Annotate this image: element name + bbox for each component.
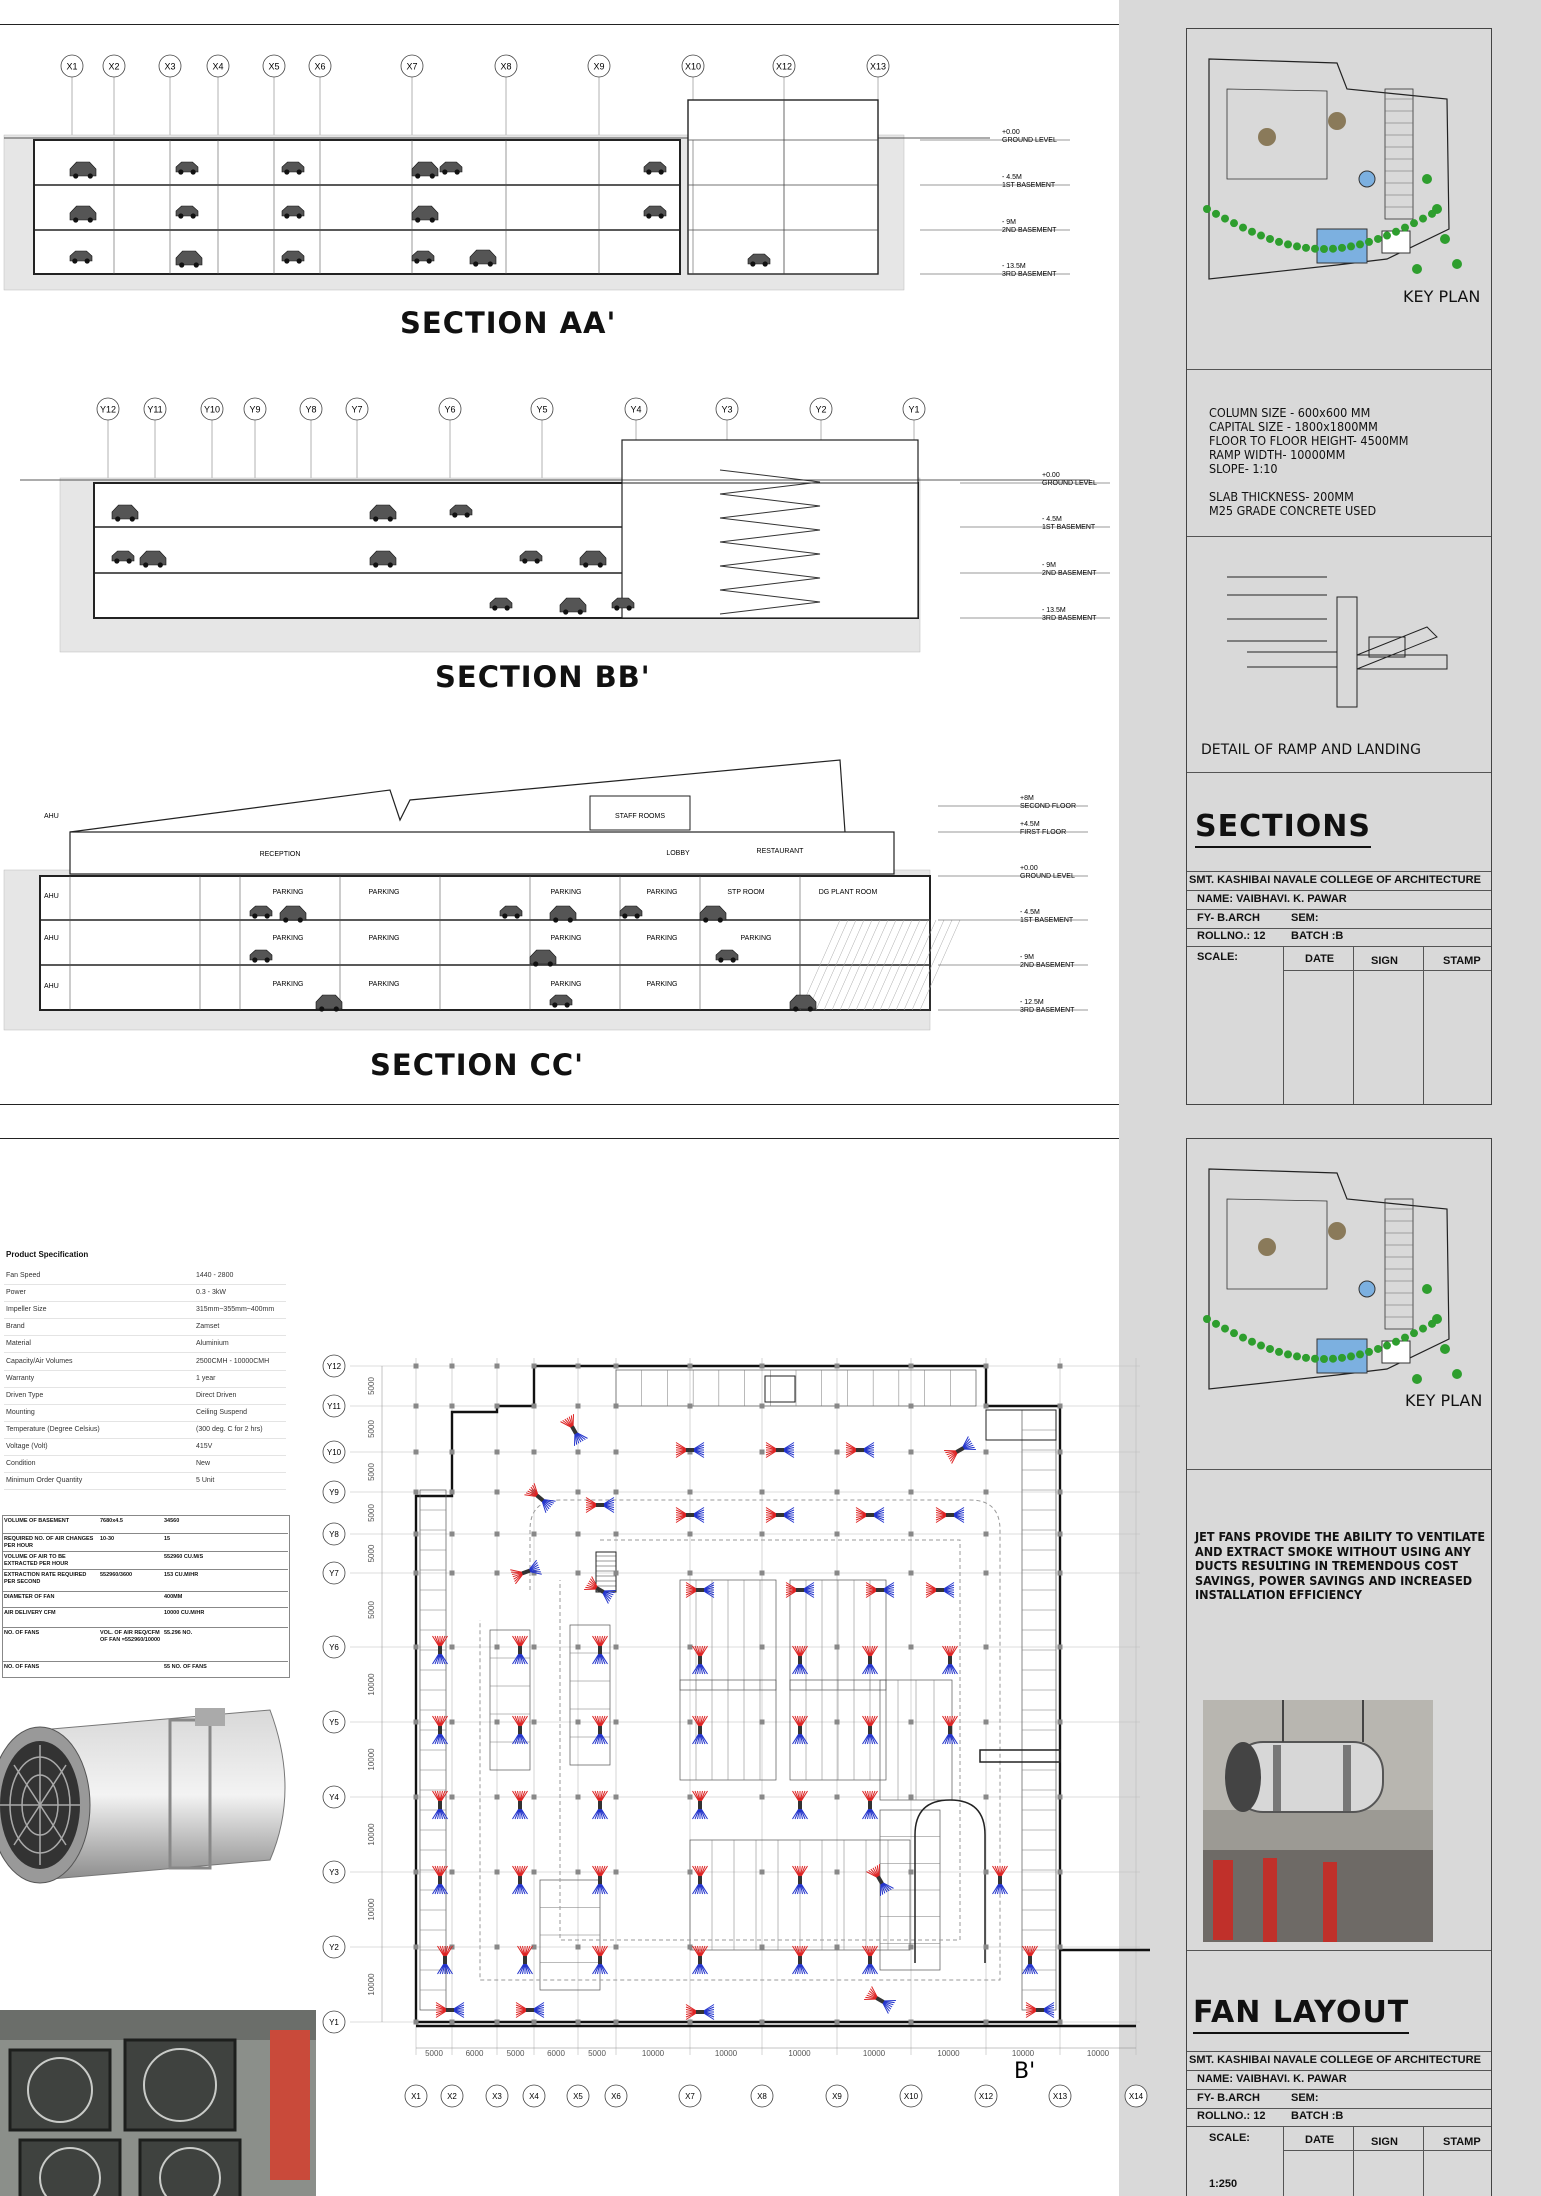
level-label: GROUND LEVEL	[1020, 873, 1075, 880]
grid-label-x: X10	[903, 2092, 919, 2101]
dim-y: 10000	[367, 1748, 376, 1771]
spec-key: Minimum Order Quantity	[6, 1477, 83, 1485]
key-plan-cell	[1187, 1139, 1491, 1470]
date-label: DATE	[1305, 953, 1335, 965]
spec-key: Material	[6, 1340, 31, 1348]
grid-label-y: Y10	[326, 1448, 342, 1457]
dim-x: 10000	[862, 2049, 886, 2058]
section-aa	[4, 55, 1070, 290]
jet-fan-symbol	[793, 1791, 808, 1819]
level-label: 2ND BASEMENT	[1002, 227, 1057, 234]
jet-fan-symbol	[944, 1437, 976, 1464]
section-bb	[20, 398, 1110, 652]
level-label: 1ST BASEMENT	[1042, 524, 1096, 531]
spec-value: 5 Unit	[196, 1477, 215, 1485]
jet-fan-note: JET FANS PROVIDE THE ABILITY TO VENTILATE AND EXTRACT SMOKE WITHOUT USING ANY DUCTS RESULTING IN TREMENDOUS COST SAVINGS, POWER SAVINGS AND INCREASED INSTALLATION EFFICIENCY	[1195, 1529, 1486, 1602]
dim-x: 6000	[465, 2049, 484, 2058]
level-label: 3RD BASEMENT	[1042, 615, 1097, 622]
dim-y: 5000	[367, 1544, 376, 1563]
section-marker: B'	[1014, 2059, 1036, 2084]
jet-fan-symbol	[593, 1636, 608, 1664]
sections-drawing	[0, 0, 1119, 1120]
calc-cell: VOL. OF AIR REQ/CFM OF FAN =552960/10000	[100, 1630, 161, 1643]
sign-label: SIGN	[1371, 955, 1398, 967]
key-plan-drawing	[1187, 29, 1491, 369]
calc-cell: NO. OF FANS	[4, 1630, 40, 1636]
spec-key: Condition	[6, 1460, 36, 1468]
sheet-title: FAN LAYOUT	[1193, 1995, 1409, 2034]
fan-layout-plan	[0, 1120, 1160, 2196]
grid-label-y: Y7	[329, 1569, 339, 1578]
jet-fan-symbol	[856, 1508, 884, 1523]
jet-fan-symbol	[513, 1716, 528, 1744]
jet-fan-symbol	[516, 2003, 544, 2018]
jet-fan-symbol	[1026, 2003, 1054, 2018]
jet-fan-symbol	[693, 1791, 708, 1819]
grid-label: X4	[212, 61, 224, 72]
spec-key: Brand	[6, 1323, 25, 1331]
jet-fan-symbol	[436, 2003, 464, 2018]
student-name: NAME: VAIBHAVI. K. PAWAR	[1197, 893, 1347, 905]
grid-label: X3	[164, 61, 176, 72]
grid-label: Y12	[99, 404, 117, 415]
class-label: FY- B.ARCH	[1197, 2092, 1260, 2104]
section-cc-title: SECTION CC'	[370, 1048, 585, 1082]
grid-label-y: Y1	[329, 2018, 339, 2027]
grid-label-x: X2	[447, 2092, 457, 2101]
dim-x: 10000	[641, 2049, 665, 2058]
sheet-fan-layout	[0, 1120, 1541, 2196]
spec-key: Warranty	[6, 1374, 35, 1382]
spec-key: Capacity/Air Volumes	[6, 1357, 73, 1365]
label-ahu: AHU	[44, 893, 59, 900]
note-line: SLOPE- 1:10	[1209, 461, 1278, 476]
jet-fan-symbol	[433, 1791, 448, 1819]
spec-key: Driven Type	[6, 1391, 44, 1399]
jet-fan-symbol	[866, 1583, 894, 1598]
dim-y: 5000	[367, 1463, 376, 1481]
jet-fan-symbol	[766, 1508, 794, 1523]
spec-value: Ceiling Suspend	[196, 1408, 247, 1416]
level-label: 2ND BASEMENT	[1042, 570, 1097, 577]
grid-label: X1	[66, 61, 78, 72]
stamp-label: STAMP	[1443, 955, 1481, 967]
dim-x: 10000	[937, 2049, 960, 2058]
label-parking: PARKING	[368, 981, 400, 988]
dim-y: 10000	[367, 1898, 376, 1921]
grid-label-x: X6	[611, 2092, 621, 2101]
jet-fan-symbol	[926, 1583, 954, 1598]
sheet-title: SECTIONS	[1195, 809, 1371, 848]
calc-cell: 552960/3600	[100, 1572, 133, 1578]
spec-value: 2500CMH - 10000CMH	[196, 1357, 270, 1365]
spec-value: 1440 - 2800	[196, 1272, 234, 1279]
title-frame	[1186, 28, 1492, 1105]
jet-fan-symbol	[561, 1414, 588, 1446]
grid-label: X13	[869, 61, 887, 72]
key-plan-label: KEY PLAN	[1403, 287, 1481, 306]
grid-label: Y8	[305, 404, 317, 415]
batch-label: BATCH :B	[1291, 930, 1344, 942]
jet-fan-symbol	[693, 1866, 708, 1894]
level-value: - 9M	[1002, 219, 1016, 226]
grid-label: X8	[500, 61, 512, 72]
grid-label-y: Y11	[327, 1402, 341, 1411]
plan	[323, 1355, 1150, 2107]
spec-key: Power	[6, 1289, 26, 1297]
level-value: - 13.5M	[1002, 263, 1026, 270]
grid-label-x: X13	[1052, 2092, 1068, 2101]
note-line: CAPITAL SIZE - 1800x1800MM	[1209, 419, 1378, 434]
calc-cell: REQUIRED NO. OF AIR CHANGES PER HOUR	[4, 1536, 94, 1549]
dim-x: 10000	[1086, 2049, 1110, 2058]
level-value: - 9M	[1020, 954, 1034, 961]
jet-fan-symbol	[584, 1577, 616, 1604]
grid-label: Y2	[815, 404, 827, 415]
class-label: FY- B.ARCH	[1197, 912, 1260, 924]
jet-fan-symbol	[793, 1646, 808, 1674]
jet-fan-symbol	[993, 1866, 1008, 1894]
jet-fan-symbol	[864, 1987, 896, 2014]
calc-cell: EXTRACTION RATE REQUIRED PER SECOND	[4, 1572, 87, 1585]
jet-fan-symbol	[518, 1946, 533, 1974]
level-label: 3RD BASEMENT	[1020, 1007, 1075, 1014]
title-block-2	[1187, 2052, 1491, 2196]
level-value: - 4.5M	[1020, 909, 1040, 916]
grid-label: X12	[775, 61, 793, 72]
grid-label-x: X5	[573, 2092, 583, 2101]
label-parking: PARKING	[550, 889, 582, 896]
grid-label: Y7	[351, 404, 363, 415]
jet-fan-symbol	[943, 1646, 958, 1674]
calc-cell: 15	[164, 1536, 171, 1542]
structural-notes	[1209, 406, 1408, 518]
label-parking: PARKING	[646, 935, 678, 942]
spec-key: Fan Speed	[6, 1272, 41, 1279]
jet-fan-symbol	[863, 1946, 878, 1974]
jet-fan-symbol	[593, 1716, 608, 1744]
calc-cell: AIR DELIVERY CFM	[4, 1610, 56, 1616]
jet-fan-symbol	[433, 1866, 448, 1894]
jet-fan-symbol	[593, 1946, 608, 1974]
jet-fan-symbol	[793, 1946, 808, 1974]
level-label: FIRST FLOOR	[1020, 829, 1067, 836]
plan-outline	[416, 1366, 1060, 2022]
level-label: 1ST BASEMENT	[1002, 182, 1056, 189]
calc-cell: VOLUME OF BASEMENT	[4, 1518, 70, 1524]
jet-fan-installed-photo	[1203, 1700, 1433, 1942]
grid-label-x: X1	[411, 2092, 421, 2101]
level-value: - 13.5M	[1042, 607, 1066, 614]
label-parking: PARKING	[740, 935, 772, 942]
level-label: 1ST BASEMENT	[1020, 917, 1074, 924]
level-label: SECOND FLOOR	[1020, 803, 1077, 810]
level-value: - 9M	[1042, 562, 1056, 569]
note-line: FLOOR TO FLOOR HEIGHT- 4500MM	[1209, 433, 1409, 448]
grid-label-y: Y6	[329, 1643, 339, 1652]
grid-label: X9	[593, 61, 605, 72]
jet-fan-symbol	[593, 1791, 608, 1819]
grid-label: X10	[684, 61, 702, 72]
level-value: +4.5M	[1020, 821, 1040, 828]
grid-label-y: Y9	[329, 1488, 339, 1497]
jet-fan-symbol	[943, 1716, 958, 1744]
jet-fan-symbol	[686, 2005, 714, 2020]
spec-value: Zamset	[196, 1323, 220, 1331]
level-value: +0.00	[1042, 472, 1060, 479]
label-parking: PARKING	[272, 981, 304, 988]
notes-cell	[1187, 370, 1491, 537]
spec-value: Direct Driven	[196, 1391, 237, 1399]
section-cc	[4, 760, 1088, 1030]
calc-cell: VOLUME OF AIR TO BE EXTRACTED PER HOUR	[4, 1554, 69, 1567]
spec-value: (300 deg. C for 2 hrs)	[196, 1425, 263, 1433]
level-value: +0.00	[1002, 129, 1020, 136]
grid-label-x: X8	[757, 2092, 767, 2101]
grid-label-y: Y3	[329, 1868, 339, 1877]
grid-label-x: X12	[978, 2092, 994, 2101]
jet-fan-symbol	[846, 1443, 874, 1458]
spec-value: 0.3 - 3kW	[196, 1289, 226, 1297]
label-parking: PARKING	[646, 981, 678, 988]
calc-cell: 55 NO. OF FANS	[164, 1664, 207, 1670]
dim-y: 5000	[367, 1504, 376, 1522]
label-parking: PARKING	[368, 935, 400, 942]
grid-label-y: Y4	[329, 1793, 339, 1802]
scale-value: 1:250	[1209, 2178, 1238, 2190]
grid-label: Y10	[203, 404, 221, 415]
level-value: - 4.5M	[1002, 174, 1022, 181]
jet-fan-symbol	[510, 1560, 541, 1584]
label-parking: PARKING	[646, 889, 678, 896]
dim-x: 10000	[1011, 2049, 1035, 2058]
spec-key: Temperature (Degree Celsius)	[6, 1425, 100, 1433]
jet-fan-symbol	[863, 1716, 878, 1744]
label-staff-rooms: STAFF ROOMS	[614, 813, 666, 820]
jet-fan-symbol	[513, 1866, 528, 1894]
level-label: GROUND LEVEL	[1002, 137, 1057, 144]
spec-value: New	[196, 1460, 211, 1468]
dim-y: 5000	[367, 1377, 376, 1395]
key-plan-cell	[1187, 29, 1491, 370]
spec-value: 415V	[196, 1443, 213, 1450]
key-plan-label: KEY PLAN	[1405, 1391, 1483, 1410]
label-reception: RECEPTION	[259, 851, 301, 858]
dim-x: 5000	[588, 2049, 606, 2058]
jet-fan-symbol	[513, 1791, 528, 1819]
dim-y: 10000	[367, 1973, 376, 1996]
jet-fan-symbol	[693, 1946, 708, 1974]
grid-label: Y11	[147, 404, 163, 415]
jet-fan-symbol	[513, 1636, 528, 1664]
label-parking: PARKING	[550, 935, 582, 942]
calc-cell: NO. OF FANS	[4, 1664, 40, 1670]
ramp-detail-drawing	[1187, 537, 1491, 737]
level-value: - 12.5M	[1020, 999, 1044, 1006]
grid-label: X6	[314, 61, 326, 72]
calc-cell: DIAMETER OF FAN	[4, 1594, 55, 1600]
dim-x: 5000	[506, 2049, 525, 2058]
jet-fan-symbol	[438, 1946, 453, 1974]
label-ahu: AHU	[44, 983, 59, 990]
sem-label: SEM:	[1291, 2092, 1319, 2104]
student-name: NAME: VAIBHAVI. K. PAWAR	[1197, 2073, 1347, 2085]
calc-cell: 552960 CU.M/S	[164, 1554, 204, 1560]
calc-cell: 400MM	[164, 1594, 183, 1600]
label-parking: PARKING	[272, 935, 304, 942]
level-value: - 4.5M	[1042, 516, 1062, 523]
section-aa-title: SECTION AA'	[400, 306, 617, 340]
batch-label: BATCH :B	[1291, 2110, 1344, 2122]
dim-y: 10000	[367, 1823, 376, 1846]
note-line: COLUMN SIZE - 600x600 MM	[1209, 405, 1371, 420]
detail-caption: DETAIL OF RAMP AND LANDING	[1201, 742, 1421, 758]
dim-y: 5000	[367, 1601, 376, 1619]
roll-label: ROLLNO.: 12	[1197, 930, 1266, 942]
grid-label-y: Y5	[329, 1718, 339, 1727]
jet-fan-symbol	[766, 1443, 794, 1458]
grid-label-x: X9	[832, 2092, 842, 2101]
grid-label-y: Y12	[326, 1362, 342, 1371]
dim-x: 10000	[714, 2049, 738, 2058]
grid-label: Y4	[630, 404, 642, 415]
calc-cell: 153 CU.M/HR	[164, 1572, 199, 1578]
spec-key: Impeller Size	[6, 1306, 47, 1314]
dim-x: 5000	[425, 2049, 443, 2058]
label-parking: PARKING	[550, 981, 582, 988]
jet-note-cell	[1187, 1470, 1491, 1951]
grid-label: Y9	[249, 404, 261, 415]
calc-cell: 10-30	[100, 1536, 115, 1542]
jet-fan-symbol	[693, 1646, 708, 1674]
detail-cell	[1187, 537, 1491, 773]
spec-value: Aluminium	[196, 1340, 229, 1348]
note-line	[1209, 476, 1408, 490]
title-frame-2	[1186, 1138, 1492, 2196]
key-plan-drawing	[1187, 1139, 1491, 1469]
grid-label-x: X3	[492, 2092, 502, 2101]
jet-fan-symbol	[524, 1483, 555, 1512]
section-bb-title: SECTION BB'	[435, 660, 651, 694]
spec-key: Voltage (Volt)	[6, 1443, 48, 1450]
key-plan-shapes	[1203, 1169, 1462, 1389]
grid-label: X2	[108, 61, 120, 72]
jet-fan-symbol	[863, 1646, 878, 1674]
grid-label-y: Y2	[329, 1943, 339, 1952]
grid-label: Y6	[444, 404, 456, 415]
grid-label-x: X14	[1128, 2092, 1144, 2101]
grid-label: Y1	[908, 404, 920, 415]
dim-x: 6000	[547, 2049, 565, 2058]
level-label: 3RD BASEMENT	[1002, 271, 1057, 278]
spec-title: Product Specification	[6, 1250, 89, 1259]
level-label: 2ND BASEMENT	[1020, 962, 1075, 969]
note-line: SLAB THICKNESS- 200MM	[1209, 489, 1354, 504]
label-restaurant: RESTAURANT	[756, 848, 804, 855]
stamp-label: STAMP	[1443, 2136, 1481, 2148]
calc-cell: 34560	[164, 1518, 180, 1524]
spec-value: 315mm~355mm~400mm	[196, 1306, 275, 1314]
scale-label: SCALE:	[1197, 951, 1238, 963]
grid-label: X5	[268, 61, 280, 72]
label-lobby: LOBBY	[666, 850, 690, 857]
label-ahu: AHU	[44, 935, 59, 942]
dim-y: 5000	[367, 1420, 376, 1438]
jet-fan-symbol	[686, 1583, 714, 1598]
label-parking: PARKING	[368, 889, 400, 896]
title-block	[1187, 872, 1491, 1104]
jet-fan-symbol	[793, 1716, 808, 1744]
label-dg-plant: DG PLANT ROOM	[818, 889, 878, 896]
dim-y: 10000	[367, 1673, 376, 1696]
calc-cell: 7680x4.5	[100, 1518, 123, 1524]
dim-x: 10000	[788, 2049, 811, 2058]
sheet-title-cell	[1187, 773, 1491, 872]
note-line: RAMP WIDTH- 10000MM	[1209, 447, 1346, 462]
grid-label-x: X7	[685, 2092, 695, 2101]
jet-fan-symbol	[863, 1791, 878, 1819]
roll-label: ROLLNO.: 12	[1197, 2110, 1266, 2122]
note-line: M25 GRADE CONCRETE USED	[1209, 503, 1377, 518]
calc-cell: 10000 CU.M/HR	[164, 1610, 205, 1616]
jet-fan-symbol	[786, 1583, 814, 1598]
date-label: DATE	[1305, 2134, 1335, 2146]
college-name: SMT. KASHIBAI NAVALE COLLEGE OF ARCHITECTURE	[1189, 874, 1481, 886]
grid-label: Y5	[536, 404, 548, 415]
grid-label: X7	[406, 61, 418, 72]
level-value: +0.00	[1020, 865, 1038, 872]
scale-label: SCALE:	[1209, 2132, 1250, 2144]
spec-key: Mounting	[6, 1408, 35, 1416]
spec-value: 1 year	[196, 1374, 216, 1382]
grid-label-y: Y8	[329, 1530, 339, 1539]
label-ahu: AHU	[44, 813, 59, 820]
sign-label: SIGN	[1371, 2136, 1398, 2148]
label-stp-room: STP ROOM	[727, 889, 765, 896]
grid-label-x: X4	[529, 2092, 539, 2101]
key-plan-shapes	[1203, 59, 1462, 279]
grid-label: Y3	[721, 404, 733, 415]
sheet-title-cell	[1187, 1951, 1491, 2052]
calc-cell: 55.296 NO.	[164, 1630, 193, 1636]
sem-label: SEM:	[1291, 912, 1319, 924]
jet-fan-symbol	[693, 1716, 708, 1744]
level-label: GROUND LEVEL	[1042, 480, 1097, 487]
jet-fan-symbol	[936, 1508, 964, 1523]
college-name: SMT. KASHIBAI NAVALE COLLEGE OF ARCHITECTURE	[1189, 2054, 1481, 2066]
label-parking: PARKING	[272, 889, 304, 896]
level-value: +8M	[1020, 795, 1034, 802]
jet-fan-symbol	[1023, 1946, 1038, 1974]
jet-fan-symbol	[793, 1866, 808, 1894]
